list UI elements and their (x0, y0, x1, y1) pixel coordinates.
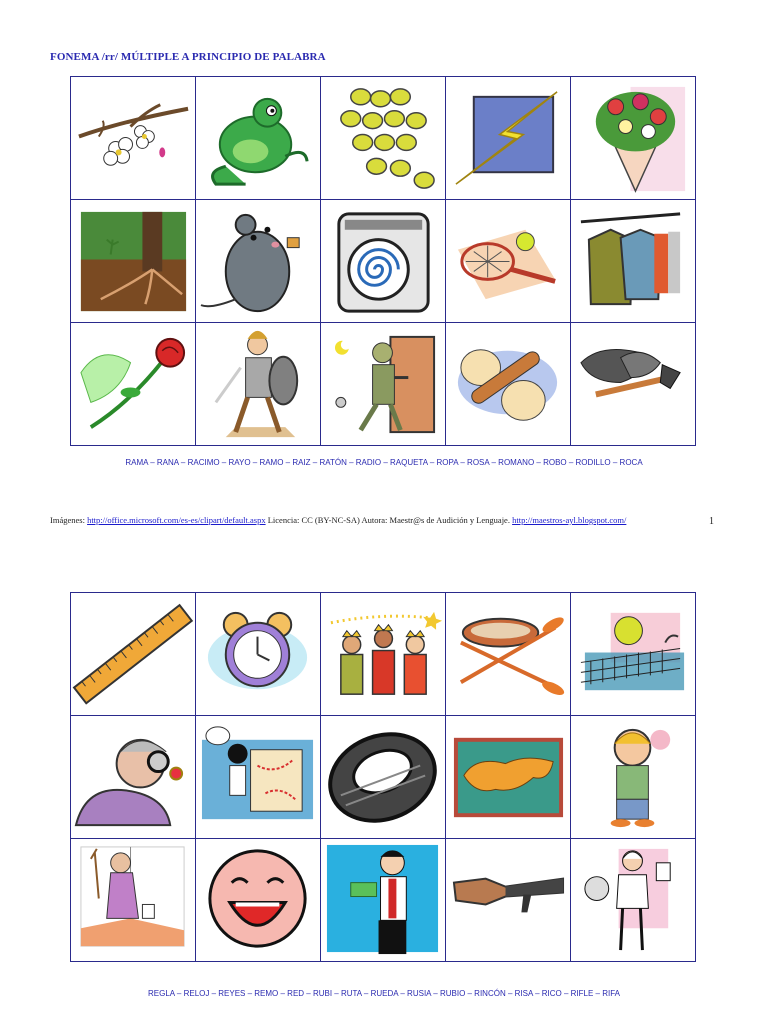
page-number: 1 (709, 516, 714, 527)
rana-icon (196, 77, 321, 200)
rusia-icon (446, 716, 571, 839)
images-prefix: Imágenes: (50, 515, 85, 525)
red-icon (571, 593, 696, 716)
risa-icon (196, 839, 321, 962)
romano-icon (196, 323, 321, 446)
picture-grid-2 (70, 592, 696, 962)
regla-icon (71, 593, 196, 716)
reloj-icon (196, 593, 321, 716)
rubio-icon (571, 716, 696, 839)
rueda-icon (321, 716, 446, 839)
author-link[interactable]: http://maestros-ayl.blogspot.com/ (512, 515, 627, 525)
radio-icon (321, 200, 446, 323)
word-list-1: RAMA – RANA – RACIMO – RAYO – RAMO – RAIZ – RATÓN – RADIO – RAQUETA – ROPA – ROSA – ROMANO – ROBO – RODILLO – ROCA (125, 458, 643, 467)
credits-line (50, 515, 626, 525)
rincon-icon (71, 839, 196, 962)
ruta-icon (196, 716, 321, 839)
rayo-icon (446, 77, 571, 200)
raiz-icon (71, 200, 196, 323)
rifle-icon (446, 839, 571, 962)
page-title: FONEMA /rr/ MÚLTIPLE A PRINCIPIO DE PALABRA (50, 51, 326, 63)
roca-icon (571, 323, 696, 446)
picture-grid-1 (70, 76, 696, 446)
reyes-icon (321, 593, 446, 716)
word-list-2: REGLA – RELOJ – REYES – REMO – RED – RUBI – RUTA – RUEDA – RUSIA – RUBIO – RINCÓN – RISA – RICO – RIFLE – RIFA (148, 989, 620, 998)
rosa-icon (71, 323, 196, 446)
racimo-icon (321, 77, 446, 200)
raqueta-icon (446, 200, 571, 323)
rico-icon (321, 839, 446, 962)
rifa-icon (571, 839, 696, 962)
rodillo-icon (446, 323, 571, 446)
robo-icon (321, 323, 446, 446)
images-link[interactable]: http://office.microsoft.com/es-es/clipart/default.aspx (87, 515, 266, 525)
remo-icon (446, 593, 571, 716)
rubi-icon (71, 716, 196, 839)
ropa-icon (571, 200, 696, 323)
license-text: Licencia: CC (BY-NC-SA) Autora: Maestr@s de Audición y Lenguaje. (267, 515, 510, 525)
ramo-icon (571, 77, 696, 200)
rama-icon (71, 77, 196, 200)
raton-icon (196, 200, 321, 323)
